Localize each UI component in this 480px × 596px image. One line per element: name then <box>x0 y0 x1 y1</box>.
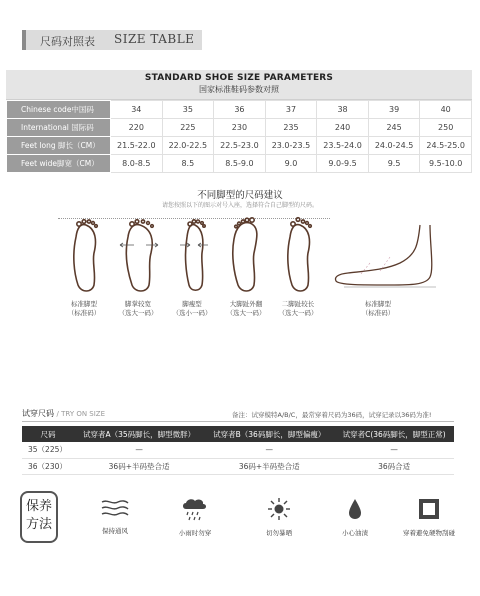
foot-label-6: 标准脚型 （标准码） <box>361 300 395 317</box>
row-header: Chinese code中国码 <box>7 101 111 119</box>
foot-label-5: 二脚趾较长 （选大一码） <box>278 300 318 317</box>
table-cell: — <box>334 442 454 458</box>
sun-icon <box>267 497 291 521</box>
foot-label-4: 大脚趾外翻 （选大一码） <box>226 300 266 317</box>
table-cell: 35（225） <box>22 442 74 458</box>
table-cell: 9.0-9.5 <box>317 155 369 173</box>
square-frame-icon <box>417 497 441 521</box>
table-cell: 9.0 <box>265 155 317 173</box>
column-header: 试穿者A（35码脚长，脚型微胖） <box>74 426 204 442</box>
side-view-foot-icon <box>336 225 437 287</box>
table-cell: 36（230） <box>22 458 74 474</box>
table-row <box>22 458 454 474</box>
row-header: International 国际码 <box>7 119 111 137</box>
row-header: Feet wide脚宽（CM） <box>7 155 111 173</box>
foot-illustrations <box>40 215 460 300</box>
table-cell: 235 <box>265 119 317 137</box>
size-table-grid <box>6 100 472 173</box>
table-cell: 220 <box>111 119 163 137</box>
header-title-en: SIZE TABLE <box>114 32 195 46</box>
wide-foot-icon <box>120 220 158 291</box>
water-drop-icon <box>345 497 365 521</box>
foot-type-title: 不同脚型的尺码建议 <box>197 190 283 201</box>
column-header: 尺码 <box>22 426 74 442</box>
table-cell: 37 <box>265 101 317 119</box>
table-cell: 24.0-24.5 <box>368 137 420 155</box>
care-method-box <box>20 491 58 543</box>
table-cell: 250 <box>420 119 472 137</box>
table-cell: 230 <box>214 119 266 137</box>
divider <box>22 421 454 422</box>
table-cell: — <box>204 442 334 458</box>
care-label: 小雨时勿穿 <box>178 529 212 537</box>
care-item-ventilate <box>80 497 150 535</box>
table-cell: 22.0-22.5 <box>162 137 214 155</box>
care-box-line2: 方法 <box>25 517 52 532</box>
table-cell: 245 <box>368 119 420 137</box>
bunion-foot-icon <box>233 218 257 291</box>
rain-cloud-icon <box>180 497 210 521</box>
table-cell: 35 <box>162 101 214 119</box>
care-label: 小心油渍 <box>342 529 368 537</box>
foot-type-subtitle: 请您按照以下的图示对号入座，选择符合自己脚型的尺码。 <box>161 202 318 209</box>
table-cell: 240 <box>317 119 369 137</box>
table-header-row <box>22 426 454 442</box>
table-cell: 8.5 <box>162 155 214 173</box>
table-cell: 8.5-9.0 <box>214 155 266 173</box>
row-header: Feet long 脚长（CM） <box>7 137 111 155</box>
table-cell: 34 <box>111 101 163 119</box>
care-label: 保持通风 <box>102 527 128 535</box>
foot-label-2: 脚掌较宽 （选大一码） <box>118 300 158 317</box>
try-on-header <box>22 408 105 419</box>
table-row <box>7 155 472 173</box>
table-cell: 24.5-25.0 <box>420 137 472 155</box>
table-row <box>7 137 472 155</box>
table-cell: 9.5 <box>368 155 420 173</box>
care-item-sun <box>244 497 314 537</box>
try-on-table <box>22 426 454 475</box>
care-box-line1: 保养 <box>25 499 52 514</box>
size-table-title-cn: 国家标准鞋码参数对照 <box>199 85 279 94</box>
care-label: 切勿暴晒 <box>266 529 292 537</box>
table-cell: 9.5-10.0 <box>420 155 472 173</box>
foot-label-3: 脚瘦型 （选小一码） <box>172 300 212 317</box>
care-item-oil <box>320 497 390 537</box>
table-cell: 23.0-23.5 <box>265 137 317 155</box>
size-table-title-en: STANDARD SHOE SIZE PARAMETERS <box>144 73 334 83</box>
table-row <box>22 442 454 458</box>
column-header: 试穿者B（36码脚长，脚型偏瘦） <box>204 426 334 442</box>
table-cell: 36 <box>214 101 266 119</box>
long-second-toe-foot-icon <box>288 218 311 291</box>
table-cell: 38 <box>317 101 369 119</box>
column-header: 试穿者C(36码脚长，脚型正常) <box>334 426 454 442</box>
table-row <box>7 119 472 137</box>
care-item-scratch <box>394 497 464 537</box>
size-table-header <box>22 30 202 50</box>
table-cell: 23.5-24.0 <box>317 137 369 155</box>
table-cell: 21.5-22.0 <box>111 137 163 155</box>
table-cell: 36码+半码垫合适 <box>74 458 204 474</box>
table-cell: 36码合适 <box>334 458 454 474</box>
table-row <box>7 101 472 119</box>
try-on-note: 备注：试穿模特A/B/C，最常穿着尺码为36码，试穿记录以36码为准! <box>232 411 432 419</box>
table-cell: 225 <box>162 119 214 137</box>
wind-icon <box>100 497 130 519</box>
try-on-title-cn: 试穿尺码 <box>22 409 54 418</box>
table-cell: 8.0-8.5 <box>111 155 163 173</box>
table-cell: 40 <box>420 101 472 119</box>
try-on-title-en: / TRY ON SIZE <box>56 410 106 418</box>
table-cell: 22.5-23.0 <box>214 137 266 155</box>
table-cell: 39 <box>368 101 420 119</box>
foot-label-1: 标准脚型 （标准码） <box>67 300 101 317</box>
size-table-title <box>6 70 472 100</box>
care-item-rain <box>160 497 230 537</box>
standard-foot-icon <box>74 220 97 291</box>
care-label: 穿着避免硬物刮碰 <box>403 529 455 537</box>
table-cell: — <box>74 442 204 458</box>
header-title-cn: 尺码对照表 <box>40 35 95 48</box>
size-table <box>6 70 472 173</box>
thin-foot-icon <box>180 220 208 290</box>
table-cell: 36码+半码垫合适 <box>204 458 334 474</box>
